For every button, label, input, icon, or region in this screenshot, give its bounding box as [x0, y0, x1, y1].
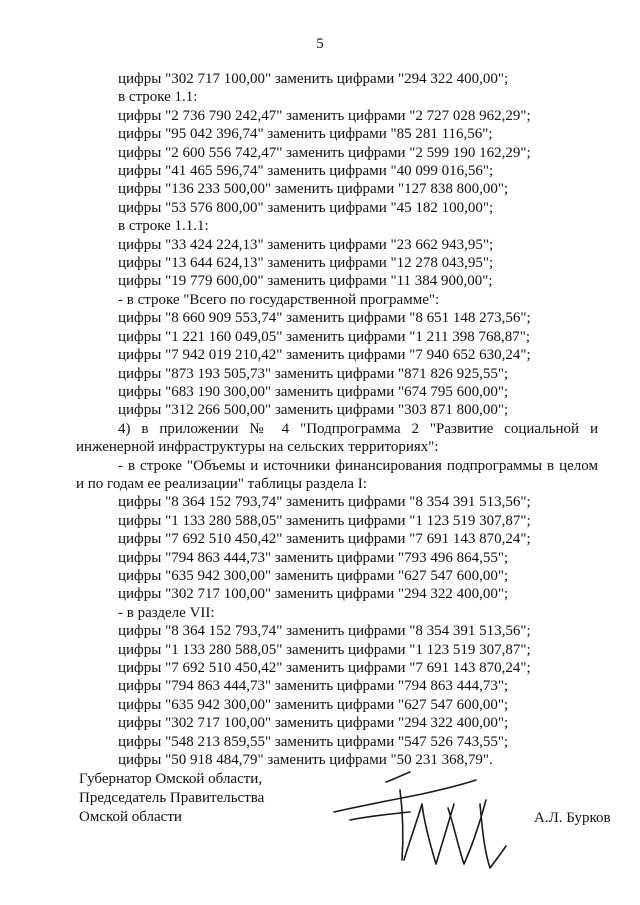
text-line: цифры "8 364 152 793,74" заменить цифрами "8 354 391 513,56"; — [118, 623, 531, 640]
text-line: цифры "302 717 100,00" заменить цифрами "294 322 400,00"; — [118, 715, 509, 732]
text-line: цифры "33 424 224,13" заменить цифрами "23 662 943,95"; — [118, 236, 494, 253]
signatory-title-line: Губернатор Омской области, — [79, 771, 263, 787]
text-line: в строке 1.1.1: — [118, 218, 209, 235]
text-line: цифры "7 942 019 210,42" заменить цифрами "7 940 652 630,24"; — [118, 347, 531, 364]
text-line: цифры "794 863 444,73" заменить цифрами "793 496 864,55"; — [118, 549, 509, 566]
text-line: цифры "683 190 300,00" заменить цифрами "674 795 600,00"; — [118, 383, 509, 400]
text-line: цифры "635 942 300,00" заменить цифрами "627 547 600,00"; — [118, 567, 509, 584]
text-line: цифры "635 942 300,00" заменить цифрами "627 547 600,00"; — [118, 696, 509, 713]
text-line: - в разделе VII: — [118, 604, 215, 621]
signatory-title-line: Председатель Правительства — [79, 790, 265, 806]
text-line: цифры "13 644 624,13" заменить цифрами "12 278 043,95"; — [118, 255, 494, 272]
text-line: цифры "53 576 800,00" заменить цифрами "45 182 100,00"; — [118, 199, 494, 216]
text-line: цифры "8 364 152 793,74" заменить цифрами "8 354 391 513,56"; — [118, 494, 531, 511]
text-line: цифры "548 213 859,55" заменить цифрами "547 526 743,55"; — [118, 733, 509, 750]
text-line: цифры "2 600 556 742,47" заменить цифрами "2 599 190 162,29"; — [118, 144, 531, 161]
paragraph-appendix-4: 4) в приложении № 4 "Подпрограмма 2 "Развитие социальной и инженерной инфраструктуры на сельских территориях": — [76, 420, 598, 456]
text-line: цифры "7 692 510 450,42" заменить цифрами "7 691 143 870,24"; — [118, 531, 531, 548]
document-body — [76, 70, 598, 769]
text-line: цифры "50 918 484,79" заменить цифрами "50 231 368,79". — [118, 752, 493, 769]
handwritten-signature — [330, 760, 530, 880]
signer-name: А.Л. Бурков — [534, 810, 611, 826]
text-line: цифры "302 717 100,00" заменить цифрами "294 322 400,00"; — [118, 586, 509, 603]
text-line: цифры "302 717 100,00" заменить цифрами "294 322 400,00"; — [118, 71, 509, 87]
text-line: цифры "41 465 596,74" заменить цифрами "40 099 016,56"; — [118, 163, 494, 180]
text-line: цифры "19 779 600,00" заменить цифрами "11 384 900,00"; — [118, 273, 493, 290]
text-line: цифры "1 221 160 049,05" заменить цифрами "1 211 398 768,87"; — [118, 328, 531, 345]
paragraph-volumes: - в строке "Объемы и источники финансирования подпрограммы в целом и по годам ее реализации" таблицы раздела I: — [76, 457, 598, 492]
text-line: цифры "794 863 444,73" заменить цифрами "794 863 444,73"; — [118, 678, 509, 695]
text-line: цифры "7 692 510 450,42" заменить цифрами "7 691 143 870,24"; — [118, 660, 531, 676]
text-line: цифры "95 042 396,74" заменить цифрами "85 281 116,56"; — [118, 126, 493, 143]
text-line: - в строке "Всего по государственной программе": — [118, 291, 440, 308]
text-line: цифры "312 266 500,00" заменить цифрами "303 871 800,00"; — [118, 402, 509, 419]
text-line: цифры "873 193 505,73" заменить цифрами "871 826 925,55"; — [118, 365, 509, 382]
text-line: цифры "1 133 280 588,05" заменить цифрами "1 123 519 307,87"; — [118, 512, 531, 529]
signatory-title — [79, 770, 264, 827]
text-line: цифры "1 133 280 588,05" заменить цифрами "1 123 519 307,87"; — [118, 641, 531, 658]
text-line: цифры "8 660 909 553,74" заменить цифрами "8 651 148 273,56"; — [118, 310, 531, 327]
page-number: 5 — [316, 36, 324, 52]
signatory-title-line: Омской области — [79, 809, 182, 825]
text-line: в строке 1.1: — [118, 89, 198, 106]
text-line: цифры "2 736 790 242,47" заменить цифрами "2 727 028 962,29"; — [118, 107, 531, 124]
text-line: цифры "136 233 500,00" заменить цифрами "127 838 800,00"; — [118, 181, 509, 198]
